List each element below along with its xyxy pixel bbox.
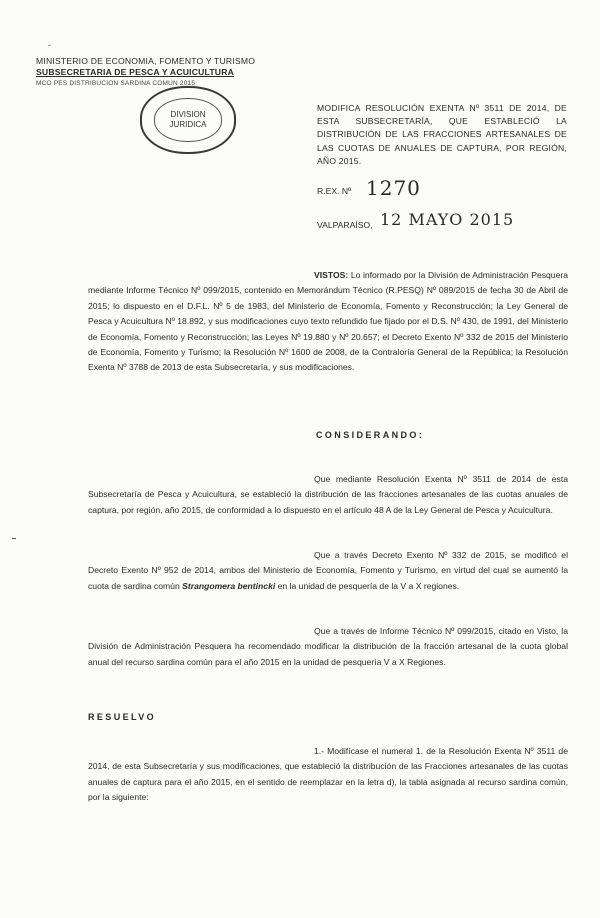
considerando-title: CONSIDERANDO: [316,430,425,440]
considerando-paragraph-1: Que mediante Resolución Exenta Nº 3511 de 2014 de esta Subsecretaría de Pesca y Acuicultura, se estableció la distribución de las fracciones artesanales de las cuotas anuales de captura, por región, año 2015, de conformidad a lo dispuesto en el artículo 48 A de la Ley General de Pesca y Acuicultura. [88,474,568,515]
vistos-paragraph [88,268,568,376]
resolution-date: 12 MAYO 2015 [380,210,515,229]
species-name: Strangomera bentincki [182,580,276,591]
subsecretaria-name: SUBSECRETARIA DE PESCA Y ACUICULTURA [36,67,235,77]
considerando-paragraph-2: Que a través Decreto Exento Nº 332 de 2015, se modificó el Decreto Exento Nº 952 de 2014, ambos del Ministerio de Economía, Fomento y Turismo, en virtud del cual se aumentó la cuota de sardina común Strangomera bentincki en la unidad de pesquería de la V a X regiones. [88,550,568,591]
rex-label: R.EX. Nº [317,186,352,196]
resolution-subject: MODIFICA RESOLUCIÓN EXENTA Nº 3511 DE 2014, DE ESTA SUBSECRETARÍA, QUE ESTABLECIÓ LA DISTRIBUCIÓN DE LAS FRACCIONES ARTESANALES DE LAS CUOTAS DE ANUALES DE CAPTURA, POR REGIÓN, AÑO 2015. [317,103,567,166]
considerando-paragraph-3: Que a través de Informe Técnico Nº 099/2015, citado en Visto, la División de Administración Pesquera ha recomendado modificar la distribución de la fracción artesanal de la cuota global anual del recurso sardina común para el año 2015 en la unidad de pesquería V a X Regiones. [88,626,568,667]
resuelvo-title: RESUELVO [88,712,157,722]
letterhead [36,56,255,89]
margin-mark: - [48,40,51,50]
margin-tick [12,538,16,539]
rex-number: 1270 [366,176,421,200]
vistos-text: Lo informado por la División de Administración Pesquera mediante Informe Técnico Nº 099/2015, contenido en Memorándum Técnico (R.PESQ) Nº 089/2015 de fecha 30 de Abril de 2015; lo dispuesto en el D.F.L. Nº 5 de 1983, del Ministerio de Economía, Fomento y Reconstrucción; la Ley General de Pesca y Acuicultura Nº 18.892, y sus modificaciones cuyo texto refundido fue fijado por el D.S. Nº 430, de 1991, del Ministerio de Economía, Fomento y Reconstrucción; las Leyes Nº 19.880 y Nº 20.657; el Decreto Exento Nº 332 de 2015 del Ministerio de Economía, Fomento y Turismo; la Resolución Nº 1600 de 2008, de la Contraloría General de la República; la Resolución Exenta Nº 3788 de 2013 de esta Subsecretaría, y sus modificaciones. [88,270,568,373]
stamp-line-2: JURIDICA [169,120,207,129]
file-reference: MCO PES DISTRIBUCION SARDINA COMUN 2015 [36,80,196,87]
ministry-name: MINISTERIO DE ECONOMIA, FOMENTO Y TURISMO [36,56,256,66]
vistos-lead: VISTOS: [314,270,349,280]
resuelvo-paragraph-1: 1.- Modifícase el numeral 1. de la Resolución Exenta Nº 3511 de 2014, de esta Subsecretaría y sus modificaciones, que estableció la distribución de las Fracciones artesanales de las cuotas anuales de captura para el año 2015, en el sentido de reemplazar en la letra d), la tabla asignada al recurso sardina común, por la siguiente: [88,746,568,803]
stamp-line-1: DIVISION [170,110,206,119]
place-city: VALPARAÍSO, [317,220,373,230]
division-juridica-stamp [140,86,236,154]
